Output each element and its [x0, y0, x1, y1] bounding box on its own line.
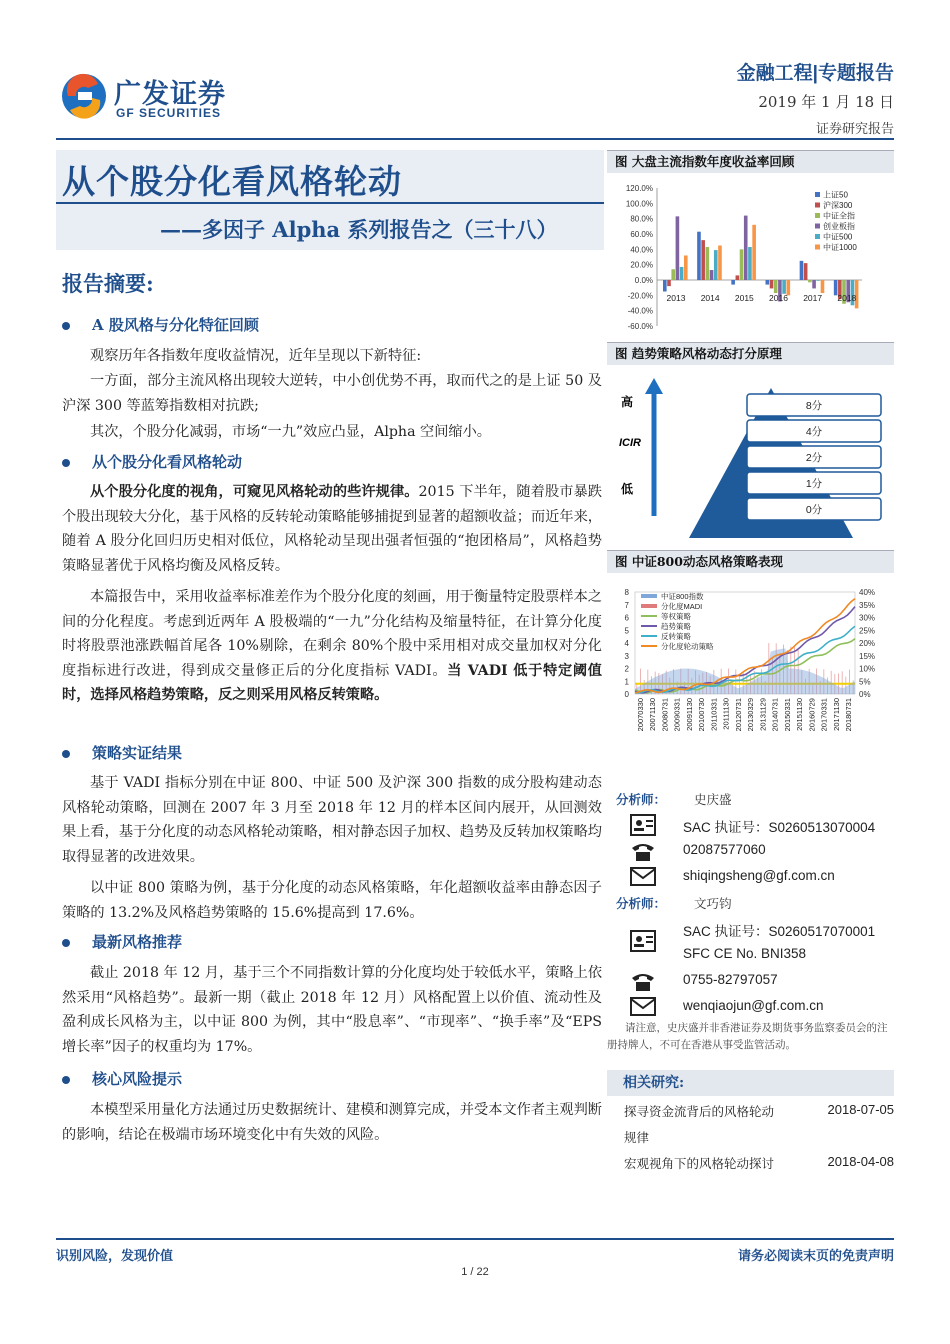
bar [718, 246, 722, 281]
bar [821, 280, 825, 293]
analyst-phone[interactable]: 0755-82797057 [683, 972, 778, 987]
bar [697, 232, 701, 280]
bar [740, 249, 744, 280]
csi800-strategy-line-chart [607, 574, 894, 774]
related-title[interactable]: 宏观视角下的风格轮动探讨 [624, 1156, 775, 1171]
section-heading: 核心风险提示 [62, 1068, 182, 1089]
paragraph-text: 2015 下半年，随着股市暴跌个股出现较大分化，基于风格的反转轮动策略能够捕捉到显著的超额收益；而近年来，随着 A 股分化回归历史相对低位，风格轮动呈现出强者恒强的“抱团格局”，风格趋势策略显著优于风格均衡及风格反转。 [62, 484, 602, 574]
bullet-icon [62, 322, 70, 330]
id-card-icon [630, 930, 656, 952]
report-type: 金融工程|专题报告 [736, 63, 894, 84]
y2-tick-label: 10% [859, 664, 876, 674]
y2-tick-label: 20% [859, 639, 876, 648]
score-label: 2分 [805, 452, 823, 464]
x-tick-label: 2018 [837, 293, 857, 303]
arrow-up-icon [645, 378, 663, 394]
bar [816, 280, 820, 281]
x-tick-label: 20091130 [684, 698, 694, 731]
y-tick-label: 0.0% [634, 276, 653, 285]
paragraph-text: 本篇报告中，采用收益率标准差作为个股分化度的刻画，用于衡量特定股票样本之间的分化程度。考虑到近两年 A 股极端的“一九”分化结构及缩量特征，在计算分化度时将股票池涨跌幅首尾各 10%剔除，在剩余 80%个股中采用相对成交量加权对分化度指标进行改进，得到成交量修正后的分化度指标 VADI。 [62, 589, 602, 679]
phone-icon [630, 840, 656, 862]
bullet-icon [62, 939, 70, 947]
section-heading: 策略实证结果 [62, 742, 182, 763]
related-title[interactable]: 探寻资金流背后的风格轮动 [624, 1104, 775, 1119]
bar [671, 269, 675, 280]
legend-label: 中证1000 [823, 243, 857, 252]
y2-tick-label: 40% [859, 588, 876, 597]
low-label: 低 [621, 482, 634, 496]
y-tick-label: 1 [624, 677, 629, 687]
x-tick-label: 2015 [734, 293, 754, 303]
figure-title: 图 中证800动态风格策略表现 [607, 550, 894, 573]
y-tick-label: 120.0% [625, 184, 653, 193]
analyst-email[interactable]: shiqingsheng@gf.com.cn [683, 868, 835, 883]
x-tick-label: 20130329 [746, 698, 756, 732]
legend-label: 分化度轮动策略 [661, 642, 714, 651]
y-tick-label: -60.0% [627, 322, 653, 331]
y2-tick-label: 0% [859, 690, 871, 699]
y2-tick-label: 25% [859, 626, 876, 636]
analyst-sfc: SFC CE No. BNI358 [683, 946, 807, 961]
legend-swatch [815, 234, 820, 239]
y2-tick-label: 30% [859, 613, 876, 623]
legend-swatch [815, 245, 820, 250]
y-tick-label: 40.0% [630, 245, 653, 255]
analyst-sac: SAC 执证号：S0260517070001 [683, 924, 876, 939]
footer-disclaimer: 请务必阅读末页的免责声明 [737, 1249, 894, 1264]
legend-label: 中证全指 [823, 211, 855, 221]
footer-divider [56, 1238, 894, 1240]
high-label: 高 [621, 395, 634, 409]
legend-label: 趋势策略 [661, 622, 691, 631]
header-meta [737, 58, 894, 137]
bar [770, 280, 774, 288]
bar [714, 250, 718, 280]
x-tick-label: 2016 [769, 293, 788, 303]
bar [706, 247, 710, 280]
page-subtitle: ——多因子 Alpha 系列报告之（三十八） [160, 217, 558, 242]
x-tick-label: 20070330 [636, 698, 645, 732]
x-tick-label: 2017 [803, 293, 823, 303]
bullet-icon [62, 750, 70, 758]
x-tick-label: 20160729 [807, 698, 817, 732]
company-logo [58, 70, 248, 126]
x-tick-label: 20110331 [709, 698, 719, 731]
x-tick-label: 2014 [700, 293, 720, 303]
related-date: 2018-07-05 [827, 1102, 894, 1117]
legend-label: 等权策略 [661, 612, 691, 621]
score-label: 1分 [805, 478, 823, 490]
x-tick-label: 20171130 [831, 698, 841, 731]
bar [680, 267, 684, 280]
bar [663, 280, 667, 292]
related-title-cont[interactable]: 规律 [624, 1130, 650, 1145]
bar [766, 280, 770, 285]
y-tick-label: 3 [624, 651, 629, 661]
bar [800, 261, 804, 280]
x-tick-label: 20090331 [672, 698, 682, 732]
analyst-name: 文巧钧 [694, 896, 732, 911]
brand-en: GF SECURITIES [116, 106, 222, 120]
bar [744, 216, 748, 280]
section-heading: 从个股分化看风格轮动 [62, 451, 242, 472]
legend-swatch [815, 192, 820, 197]
bar [701, 240, 705, 280]
bar [752, 225, 756, 280]
paragraph: 基于 VADI 指标分别在中证 800、中证 500 及沪深 300 指数的成分股构建动态风格轮动策略，回测在 2007 年 3 月至 2018 年 12 月的样本区间内展开，从回测效果上看，基于分化度的动态风格轮动策略，相对静态因子加权、趋势及反转加权策略均取得显著的改进效果。 [62, 775, 602, 865]
bar [808, 280, 812, 282]
analyst-phone[interactable]: 02087577060 [683, 842, 766, 857]
x-tick-label: 20180731 [844, 698, 853, 732]
x-tick-label: 20100730 [697, 698, 707, 732]
bar [676, 216, 680, 280]
legend-swatch [815, 213, 820, 218]
paragraph: 本模型采用量化方法通过历史数据统计、建模和测算完成，并受本文作者主观判断的影响，结论在极端市场环境变化中有失效的风险。 [62, 1102, 602, 1143]
bar [782, 280, 786, 294]
header-divider [56, 138, 894, 140]
y-tick-label: 5 [624, 626, 629, 636]
y-tick-label: 8 [624, 588, 629, 597]
paragraph: 一方面，部分主流风格出现较大逆转，中小创优势不再，取而代之的是上证 50 及沪深 300 等蓝筹指数相对抗跌; [62, 373, 602, 414]
paragraph: 观察历年各指数年度收益情况，近年呈现以下新特征: [90, 348, 422, 364]
x-tick-label: 20080731 [660, 698, 670, 732]
phone-icon [630, 970, 656, 992]
y-tick-label: 4 [624, 639, 629, 648]
bar [812, 280, 816, 288]
related-heading: 相关研究: [607, 1070, 894, 1096]
y-tick-label: -40.0% [627, 306, 653, 316]
score-label: 0分 [805, 504, 823, 516]
id-card-icon [630, 814, 656, 836]
section-heading: A 股风格与分化特征回顾 [62, 314, 259, 335]
y-tick-label: 60.0% [630, 230, 653, 239]
paragraph [62, 480, 602, 578]
y-tick-label: 100.0% [625, 199, 653, 209]
legend-swatch [815, 224, 820, 229]
x-tick-label: 20151130 [795, 698, 805, 731]
paragraph [62, 585, 602, 708]
y2-tick-label: 15% [859, 651, 876, 661]
related-date: 2018-04-08 [827, 1154, 894, 1169]
legend-label: 沪深300 [823, 201, 853, 210]
bar [731, 280, 735, 285]
x-tick-label: 20120731 [733, 698, 743, 732]
x-tick-label: 20140731 [770, 698, 780, 732]
bullet-icon [62, 459, 70, 467]
legend-label: 分化度MADI [661, 602, 703, 611]
y-tick-label: 2 [624, 664, 629, 674]
legend-swatch [815, 203, 820, 208]
y-tick-label: 20.0% [630, 260, 653, 270]
paragraph: 以中证 800 策略为例，基于分化度的动态风格策略，年化超额收益率由静态因子策略的 13.2%及风格趋势策略的 15.6%提高到 17.6%。 [62, 880, 602, 921]
bar [667, 280, 671, 286]
bar [748, 247, 752, 280]
paragraph: 其次，个股分化减弱，市场“一九”效应凸显，Alpha 空间缩小。 [90, 424, 491, 440]
legend-label: 中证500 [823, 232, 853, 242]
y2-tick-label: 5% [859, 677, 871, 687]
paragraph-bold: 当 VADI 低于特定阈值时，选择风格趋势策略，反之则采用风格反转策略。 [62, 662, 602, 704]
icir-label: ICIR [619, 437, 641, 449]
figure-title: 图 大盘主流指数年度收益率回顾 [607, 150, 894, 173]
bar [804, 263, 808, 280]
y-tick-label: 7 [624, 600, 629, 610]
analyst-email[interactable]: wenqiaojun@gf.com.cn [683, 998, 824, 1013]
bar [774, 280, 778, 293]
x-tick-label: 2013 [666, 293, 686, 303]
page-title: 从个股分化看风格轮动 [62, 162, 402, 201]
bar [684, 255, 688, 280]
figure-title: 图 趋势策略风格动态打分原理 [607, 342, 894, 365]
legend-label: 中证800指数 [661, 592, 704, 601]
analyst-label: 分析师： [616, 896, 667, 911]
page-number: 1 / 22 [461, 1266, 489, 1278]
brand-cn: 广发证券 [114, 79, 226, 109]
x-tick-label: 20170331 [819, 698, 829, 732]
y-tick-label: -20.0% [627, 291, 653, 301]
email-icon [630, 996, 656, 1018]
analyst-label: 分析师： [616, 792, 667, 807]
legend-label: 反转策略 [661, 632, 691, 641]
x-tick-label: 20150331 [782, 698, 792, 732]
section-heading: 最新风格推荐 [62, 931, 182, 952]
x-tick-label: 20111130 [721, 698, 731, 730]
y-tick-label: 0 [624, 690, 629, 699]
email-icon [630, 866, 656, 888]
x-tick-label: 20071130 [648, 698, 658, 731]
y-tick-label: 80.0% [630, 214, 653, 224]
abstract-heading: 报告摘要: [62, 271, 154, 296]
paragraph: 截止 2018 年 12 月，基于三个不同指数计算的分化度均处于较低水平，策略上依然采用“风格趋势”。最新一期（截止 2018 年 12 月）风格配置上以价值、流动性及盈利成长风格为主，以中证 800 为例，其中“股息率”、“市现率”、“换手率”及“EPS 增长率”因子的权重均为 17%。 [62, 965, 603, 1055]
bar [710, 270, 714, 280]
score-label: 4分 [805, 426, 823, 438]
analyst-sac: SAC 执证号：S0260513070004 [683, 820, 876, 835]
legend-label: 创业板指 [823, 222, 855, 231]
bar [736, 275, 740, 280]
footer-slogan: 识别风险，发现价值 [56, 1249, 174, 1264]
y2-tick-label: 35% [859, 600, 876, 610]
report-category: 证券研究报告 [815, 121, 894, 136]
y-tick-label: 6 [624, 613, 629, 623]
score-pyramid-diagram [607, 366, 894, 544]
legend-label: 上证50 [823, 190, 848, 200]
paragraph-bold: 从个股分化度的视角，可窥见风格轮动的些许规律。 [90, 484, 419, 500]
license-note: 请注意，史庆盛并非香港证券及期货事务监察委员会的注册持牌人，不可在香港从事受监管活动。 [607, 1022, 888, 1051]
title-divider [56, 202, 604, 204]
report-date: 2019 年 1 月 18 日 [758, 93, 894, 111]
analyst-name: 史庆盛 [694, 792, 732, 807]
annual-return-bar-chart [607, 176, 894, 336]
x-tick-label: 20131129 [758, 698, 768, 731]
bullet-icon [62, 1076, 70, 1084]
score-label: 8分 [805, 400, 823, 412]
